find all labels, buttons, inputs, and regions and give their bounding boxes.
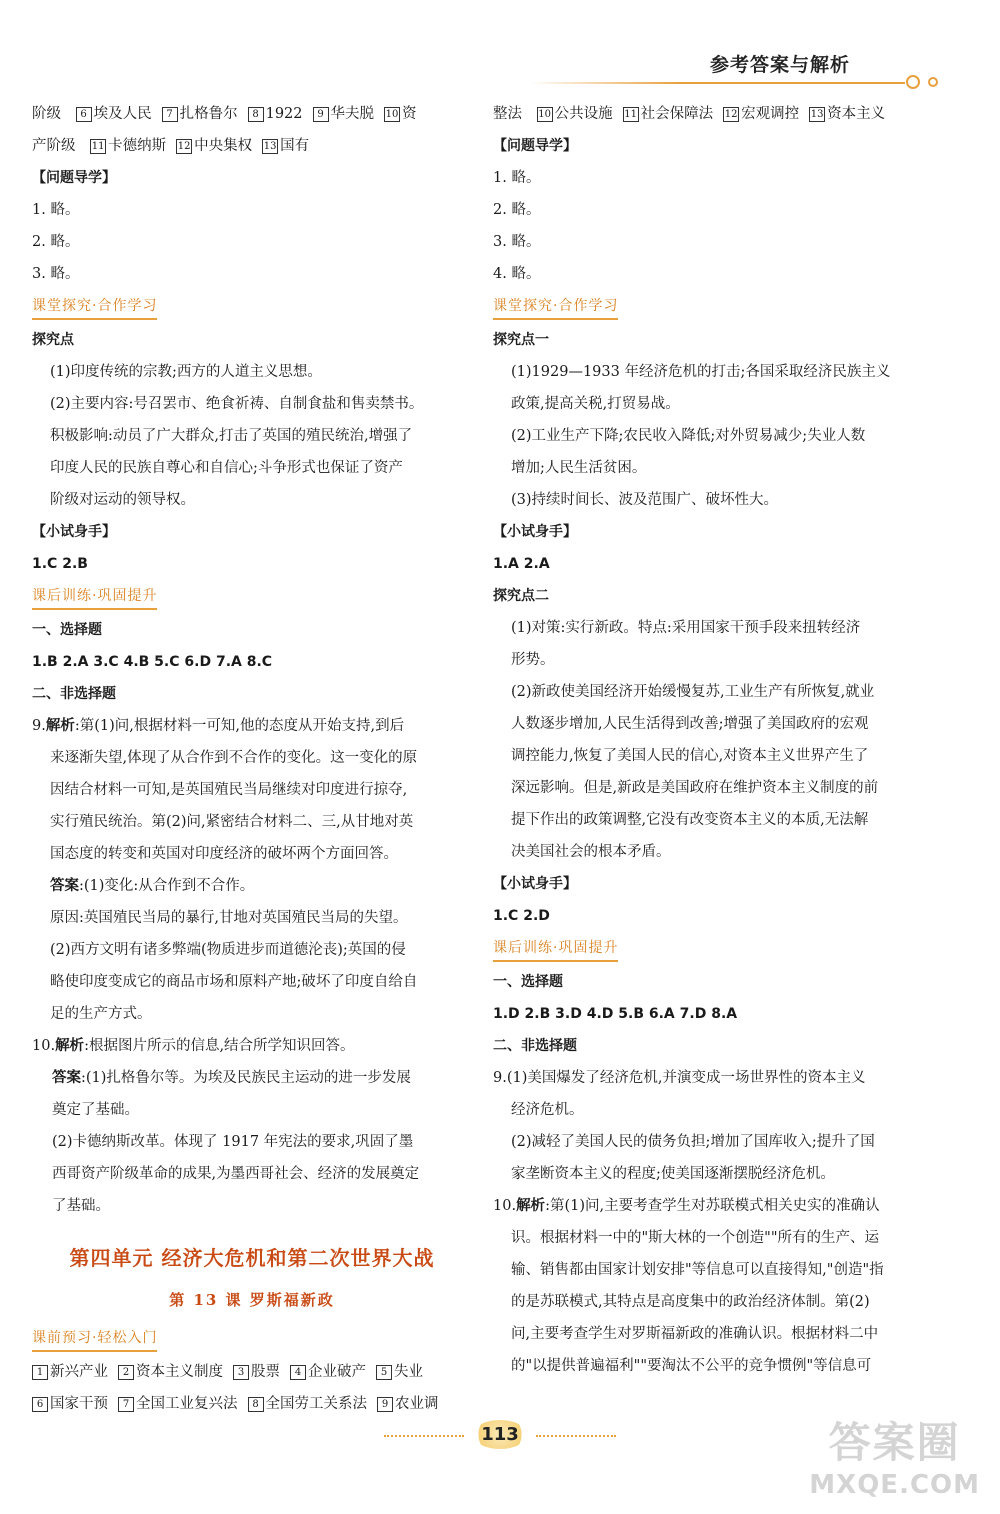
item-number-box: 13 <box>263 141 277 152</box>
header-title: 参考答案与解析 <box>709 54 850 76</box>
fill-item <box>623 106 714 122</box>
answer-line: 调控能力,恢复了美国人民的信心,对资本主义世界产生了 <box>511 748 869 764</box>
watermark-url: MXQE.COM <box>809 1470 980 1500</box>
section-heading: 一、选择题 <box>32 622 102 638</box>
item-text: 企业破产 <box>308 1364 366 1380</box>
fill-item <box>76 106 152 122</box>
section-heading: 二、非选择题 <box>32 686 116 702</box>
item-text: 埃及人民 <box>93 106 152 122</box>
answer-line: 的是苏联模式,其特点是高度集中的政治经济体制。第(2) <box>511 1294 870 1310</box>
answer-line: 实行殖民统治。第(2)问,紧密结合材料二、三,从甘地对英 <box>50 814 414 830</box>
item-number-box: 5 <box>376 1365 392 1380</box>
section-heading: 【小试身手】 <box>32 524 116 540</box>
answer-line: 3. 略。 <box>493 234 541 250</box>
answer-line: (2)减轻了美国人民的债务负担;增加了国库收入;提升了国 <box>511 1134 875 1150</box>
fill-item <box>248 1396 368 1412</box>
item-text: 股票 <box>251 1364 280 1380</box>
answer-line: 积极影响:动员了广大群众,打击了英国的殖民统治,增强了 <box>50 428 413 444</box>
answer-line: 1. 略。 <box>32 202 80 218</box>
fill-item <box>377 1396 439 1412</box>
fill-item <box>313 106 375 122</box>
fill-item <box>376 1364 423 1380</box>
answer-line: 10.解析:根据图片所示的信息,结合所学知识回答。 <box>32 1037 355 1054</box>
fill-item <box>118 1364 223 1380</box>
watermark <box>809 1410 980 1500</box>
item-number-box: 10 <box>385 109 399 120</box>
answer-line: 家垄断资本主义的程度;使美国逐渐摆脱经济危机。 <box>511 1166 835 1182</box>
page-header <box>520 40 960 90</box>
item-text: 卡德纳斯 <box>108 138 167 154</box>
answer-line: 答案:(1)扎格鲁尔等。为埃及民族民主运动的进一步发展 <box>52 1069 411 1086</box>
item-number-box: 9 <box>377 1397 393 1412</box>
fill-item <box>248 106 303 122</box>
item-number-box: 7 <box>162 107 178 122</box>
footer-rule <box>384 1435 464 1437</box>
item-number-box: 11 <box>91 141 105 152</box>
fill-item-list <box>32 1388 472 1420</box>
answer-line: 1.C 2.B <box>32 556 88 572</box>
item-text: 国有 <box>280 138 310 154</box>
answer-line: 奠定了基础。 <box>52 1102 139 1118</box>
answer-line: 原因:英国殖民当局的暴行,甘地对英国殖民当局的失望。 <box>50 910 408 926</box>
answer-line: (2)西方文明有诸多弊端(物质进步而道德沦丧);英国的侵 <box>50 942 406 958</box>
answer-line: 的"以提供普遍福利""要淘汰不公平的竞争惯例"等信息可 <box>511 1358 872 1374</box>
answer-line: 问,主要考查学生对罗斯福新政的准确认识。根据材料二中 <box>511 1326 879 1342</box>
header-circle-icon <box>906 75 920 89</box>
section-heading: 二、非选择题 <box>493 1038 577 1054</box>
item-text: 中央集权 <box>194 138 253 154</box>
answer-line: 了基础。 <box>52 1198 110 1214</box>
item-number-box: 13 <box>810 109 824 120</box>
item-number-box: 11 <box>624 109 637 120</box>
answer-line: 输、销售都由国家计划安排"等信息可以直接得知,"创造"指 <box>511 1262 884 1278</box>
fill-item <box>32 1364 108 1380</box>
item-number-box: 1 <box>32 1365 48 1380</box>
item-text: 失业 <box>394 1364 423 1380</box>
item-text: 农业调 <box>395 1396 439 1412</box>
answer-line: 阶级对运动的领导权。 <box>50 492 195 508</box>
answer-line: 2. 略。 <box>32 234 80 250</box>
section-banner: 课后训练·巩固提升 <box>493 932 933 966</box>
fill-item <box>176 138 252 154</box>
answer-line: 1.A 2.A <box>493 556 550 572</box>
section-banner: 课前预习·轻松入门 <box>32 1322 472 1356</box>
answer-line: 10.解析:第(1)问,主要考查学生对苏联模式相关史实的准确认 <box>493 1197 880 1214</box>
fill-item-list <box>90 138 319 154</box>
item-text: 全国劳工关系法 <box>265 1396 367 1412</box>
item-text: 社会保障法 <box>640 106 714 122</box>
lesson-title: 第 13 课 罗斯福新政 <box>169 1291 335 1309</box>
section-heading: 【小试身手】 <box>493 876 577 892</box>
fill-item-list <box>76 106 427 122</box>
answer-line: 因结合材料一可知,是英国殖民当局继续对印度进行掠夺, <box>50 782 408 798</box>
answer-line: 识。根据材料一中的"斯大林的一个创造""所有的生产、运 <box>511 1230 880 1246</box>
answer-line: 政策,提高关税,打贸易战。 <box>511 396 680 412</box>
answer-line: 略使印度变成它的商品市场和原料产地;破坏了印度自给自 <box>50 974 418 990</box>
answer-line: 1.D 2.B 3.D 4.D 5.B 6.A 7.D 8.A <box>493 1006 738 1022</box>
section-heading: 【问题导学】 <box>493 138 577 154</box>
answer-line: 国态度的转变和英国对印度经济的破坏两个方面回答。 <box>50 846 398 862</box>
right-column <box>493 98 933 1382</box>
answer-line: (1)对策:实行新政。特点:采用国家干预手段来扭转经济 <box>511 620 861 636</box>
section-heading: 【小试身手】 <box>493 524 577 540</box>
left-column <box>32 98 472 1420</box>
answer-line: 2. 略。 <box>493 202 541 218</box>
header-rule <box>530 82 905 84</box>
answer-line: 增加;人民生活贫困。 <box>511 460 647 476</box>
answer-line: 1. 略。 <box>493 170 541 186</box>
item-text: 国家干预 <box>50 1396 108 1412</box>
answer-line: (2)主要内容:号召罢市、绝食祈祷、自制食盐和售卖禁书。 <box>50 396 424 412</box>
item-number-box: 12 <box>177 141 191 152</box>
fill-item <box>723 106 799 122</box>
section-banner: 课堂探究·合作学习 <box>493 290 933 324</box>
answer-line: 整法 10 公共设施 11 社会保障法 12 宏观调控 13 资本主义 <box>493 98 933 130</box>
item-number-box: 3 <box>233 1365 249 1380</box>
fill-item <box>90 138 166 154</box>
item-text: 资 <box>402 106 417 122</box>
item-text: 公共设施 <box>554 106 613 122</box>
section-heading: 探究点一 <box>493 332 549 348</box>
unit-title: 第四单元 经济大危机和第二次世界大战 <box>69 1246 435 1270</box>
answer-line: 提下作出的政策调整,它没有改变资本主义的本质,无法解 <box>511 812 869 828</box>
item-text: 扎格鲁尔 <box>179 106 238 122</box>
answer-line: 决美国社会的根本矛盾。 <box>511 844 671 860</box>
answer-line: 4. 略。 <box>493 266 541 282</box>
section-heading: 【问题导学】 <box>32 170 116 186</box>
answer-line: (2)卡德纳斯改革。体现了 1917 年宪法的要求,巩固了墨 <box>52 1134 414 1150</box>
item-text: 全国工业复兴法 <box>136 1396 238 1412</box>
answer-line: 西哥资产阶级革命的成果,为墨西哥社会、经济的发展奠定 <box>52 1166 420 1182</box>
item-number-box: 4 <box>290 1365 306 1380</box>
item-text: 新兴产业 <box>50 1364 108 1380</box>
footer-rule <box>536 1435 616 1437</box>
answer-line: 形势。 <box>511 652 555 668</box>
item-number-box: 12 <box>724 109 738 120</box>
answer-line: 1.B 2.A 3.C 4.B 5.C 6.D 7.A 8.C <box>32 654 273 670</box>
item-number-box: 2 <box>118 1365 134 1380</box>
answer-line: 3. 略。 <box>32 266 80 282</box>
answer-line: 深远影响。但是,新政是美国政府在维护资本主义制度的前 <box>511 780 879 796</box>
answer-line: 印度人民的民族自尊心和自信心;斗争形式也保证了资产 <box>50 460 403 476</box>
fill-item <box>32 1396 108 1412</box>
fill-item <box>809 106 885 122</box>
item-text: 宏观调控 <box>741 106 800 122</box>
item-number-box: 7 <box>118 1397 134 1412</box>
header-small-circle-icon <box>928 77 938 87</box>
fill-item <box>162 106 238 122</box>
item-text: 1922 <box>265 106 303 122</box>
fill-item <box>262 138 309 154</box>
section-heading: 一、选择题 <box>493 974 563 990</box>
item-number-box: 10 <box>538 109 551 120</box>
answer-line: (3)持续时间长、波及范围广、破坏性大。 <box>511 492 779 508</box>
fill-item <box>233 1364 280 1380</box>
answer-line: 经济危机。 <box>511 1102 584 1118</box>
section-banner: 课后训练·巩固提升 <box>32 580 472 614</box>
fill-item <box>384 106 417 122</box>
section-banner: 课堂探究·合作学习 <box>32 290 472 324</box>
answer-line: 人数逐步增加,人民生活得到改善;增强了美国政府的宏观 <box>511 716 869 732</box>
item-number-box: 8 <box>248 1397 264 1412</box>
item-text: 资本主义制度 <box>136 1364 223 1380</box>
answer-line: 产阶级 11 卡德纳斯 12 中央集权 13 国有 <box>32 130 472 162</box>
answer-line: 答案:(1)变化:从合作到不合作。 <box>50 877 255 894</box>
item-number-box: 6 <box>32 1397 48 1412</box>
answer-line: (1)1929—1933 年经济危机的打击;各国采取经济民族主义 <box>511 364 891 380</box>
answer-line: 阶级 6 埃及人民 7 扎格鲁尔 8 1922 9 华夫脱 10 资 <box>32 98 472 130</box>
answer-line: 9.解析:第(1)问,根据材料一可知,他的态度从开始支持,到后 <box>32 717 405 734</box>
answer-line: 来逐渐失望,体现了从合作到不合作的变化。这一变化的原 <box>50 750 418 766</box>
fill-item-list <box>32 1356 472 1388</box>
answer-line: 1.C 2.D <box>493 908 550 924</box>
fill-item <box>118 1396 238 1412</box>
section-heading: 探究点二 <box>493 588 549 604</box>
fill-item <box>290 1364 366 1380</box>
fill-item-list <box>537 106 896 122</box>
answer-line: (2)新政使美国经济开始缓慢复苏,工业生产有所恢复,就业 <box>511 684 875 700</box>
fill-item <box>537 106 613 122</box>
answer-line: 足的生产方式。 <box>50 1006 152 1022</box>
answer-line: 9.(1)美国爆发了经济危机,并演变成一场世界性的资本主义 <box>493 1070 866 1086</box>
watermark-text: 答案圈 <box>828 1418 961 1467</box>
section-heading: 探究点 <box>32 332 74 348</box>
answer-line: (1)印度传统的宗教;西方的人道主义思想。 <box>50 364 322 380</box>
page-number: 113 <box>473 1420 527 1449</box>
item-number-box: 6 <box>76 107 92 122</box>
item-text: 华夫脱 <box>330 106 375 122</box>
item-text: 资本主义 <box>827 106 886 122</box>
item-number-box: 9 <box>313 107 329 122</box>
answer-line: (2)工业生产下降;农民收入降低;对外贸易减少;失业人数 <box>511 428 866 444</box>
item-number-box: 8 <box>248 107 264 122</box>
